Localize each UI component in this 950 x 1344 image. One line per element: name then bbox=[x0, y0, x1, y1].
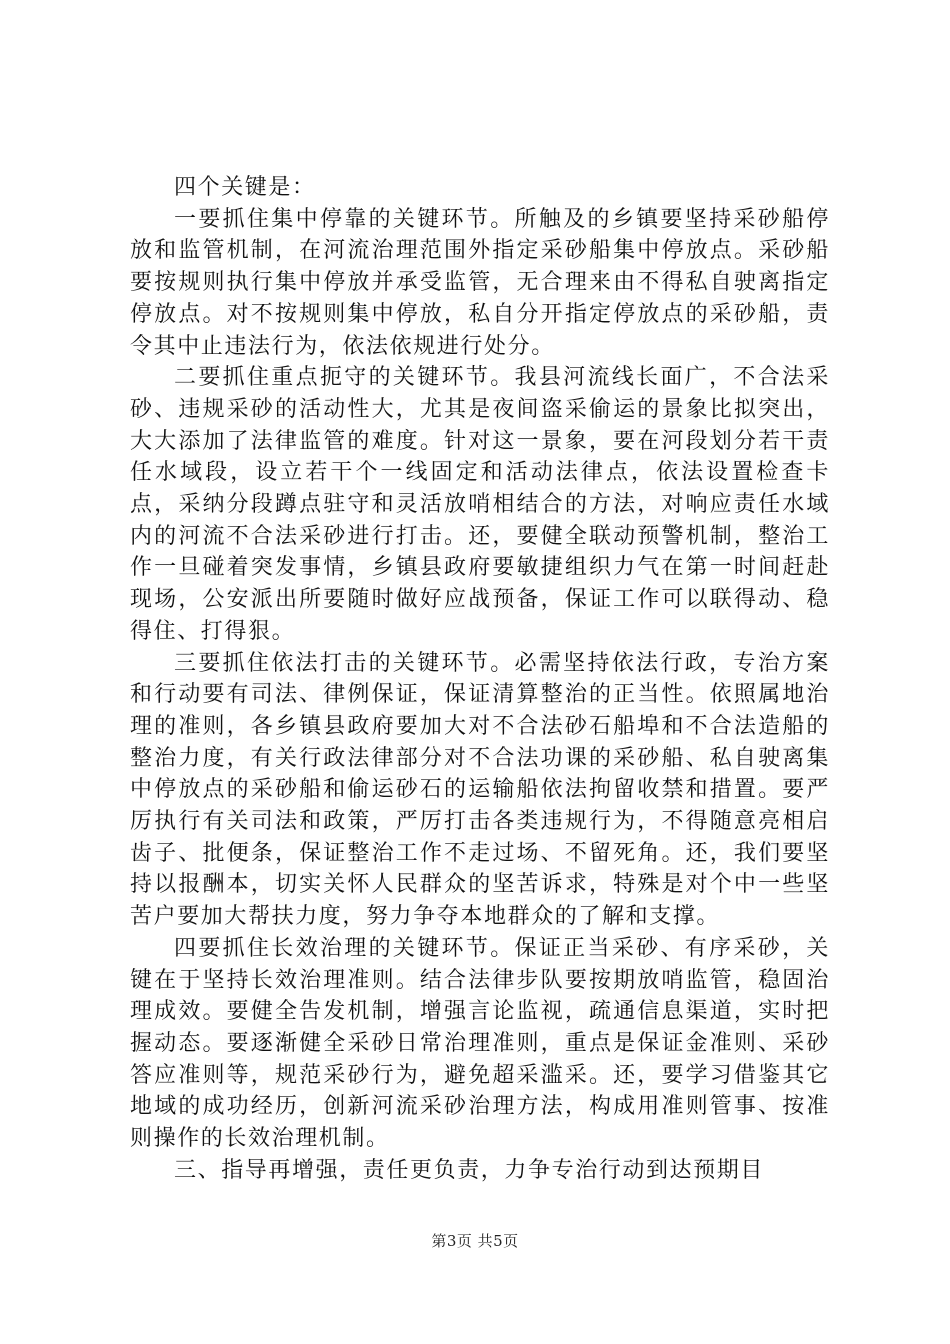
paragraph-intro: 四个关键是： bbox=[174, 175, 316, 200]
paragraph-key-4: 四要抓住长效治理的关键环节。保证正当采砂、有序采砂，关键在于坚持长效治理准则。结合法律步队要按期放哨监管，稳固治理成效。要健全告发机制，增强言论监视，疏通信息渠道，实时把握动态。要逐渐健全采砂日常治理准则，重点是保证金准则、采砂答应准则等，规范采砂行为，避免超采滥采。还，要学习借鉴其它地域的成功经历，创新河流采砂治理方法，构成用准则管事、按准则操作的长效治理机制。 bbox=[130, 935, 830, 1152]
paragraph-key-3: 三要抓住依法打击的关键环节。必需坚持依法行政，专治方案和行动要有司法、律例保证，保证清算整治的正当性。依照属地治理的准则，各乡镇县政府要加大对不合法砂石船埠和不合法造船的整治力度，有关行政法律部分对不合法功课的采砂船、私自驶离集中停放点的采砂船和偷运砂石的运输船依法拘留收禁和措置。要严厉执行有关司法和政策，严厉打击各类违规行为，不得随意亮相启齿子、批便条，保证整治工作不走过场、不留死角。还，我们要坚持以报酬本，切实关怀人民群众的坚苦诉求，特殊是对个中一些坚苦户要加大帮扶力度，努力争夺本地群众的了解和支撑。 bbox=[130, 650, 830, 930]
paragraph-key-2: 二要抓住重点扼守的关键环节。我县河流线长面广，不合法采砂、违规采砂的活动性大，尤其是夜间盗采偷运的景象比拟突出，大大添加了法律监管的难度。针对这一景象，要在河段划分若干责任水域段，设立若干个一线固定和活动法律点，依法设置检查卡点，采纳分段蹲点驻守和灵活放哨相结合的方法，对响应责任水域内的河流不合法采砂进行打击。还，要健全联动预警机制，整治工作一旦碰着突发事情，乡镇县政府要敏捷组织力气在第一时间赶赴现场，公安派出所要随时做好应战预备，保证工作可以联得动、稳得住、打得狠。 bbox=[130, 365, 830, 644]
document-body bbox=[130, 172, 830, 1187]
paragraph-key-1: 一要抓住集中停靠的关键环节。所触及的乡镇要坚持采砂船停放和监管机制，在河流治理范围外指定采砂船集中停放点。采砂船要按规则执行集中停放并承受监管，无合理来由不得私自驶离指定停放点。对不按规则集中停放，私自分开指定停放点的采砂船，责令其中止违法行为，依法依规进行处分。 bbox=[130, 206, 830, 359]
page-number-footer: 第3页 共5页 bbox=[431, 1232, 519, 1250]
paragraph-section-3: 三、指导再增强，责任更负责，力争专治行动到达预期目 bbox=[174, 1157, 765, 1183]
